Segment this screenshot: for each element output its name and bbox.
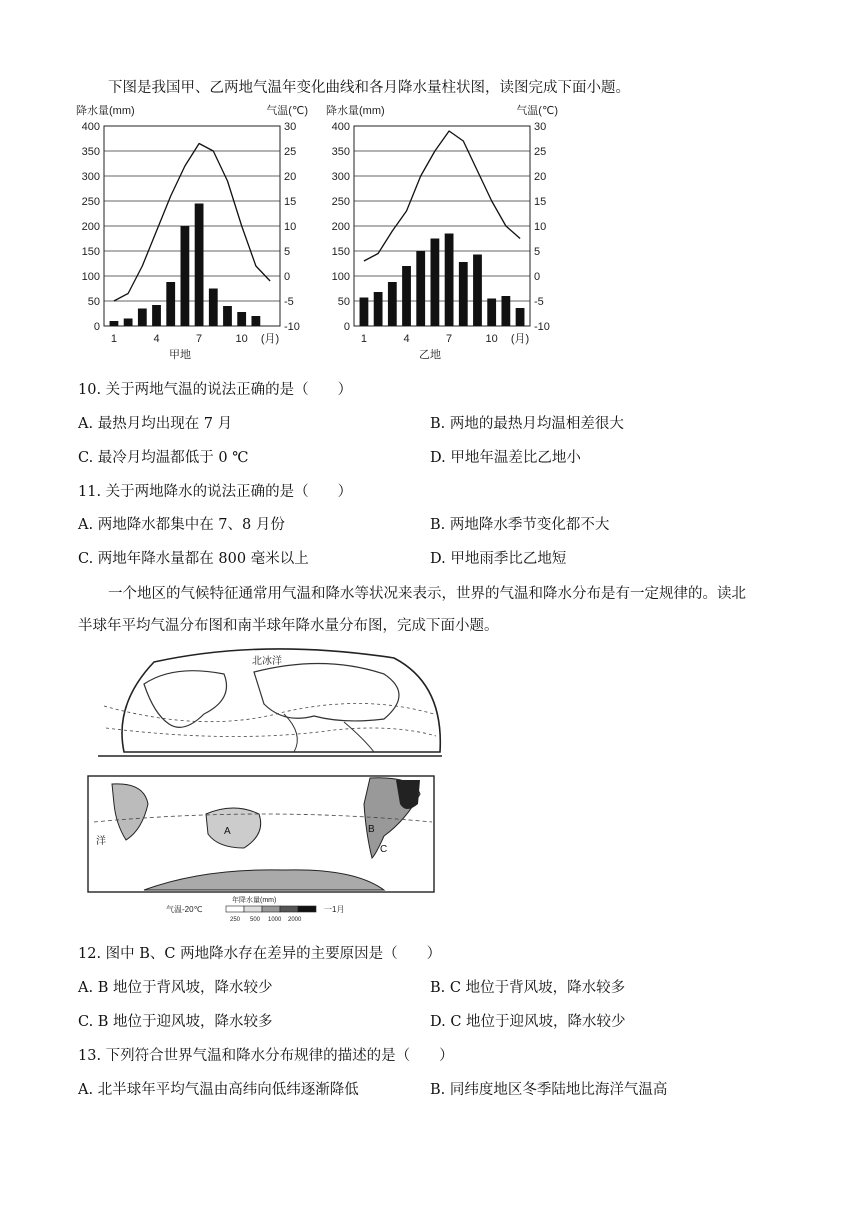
y-tick-left: 400 — [81, 121, 100, 133]
y-tick-right: 0 — [284, 271, 291, 283]
y-tick-left: 400 — [331, 121, 350, 133]
x-tick: 10 — [235, 333, 248, 345]
precip-bar — [459, 262, 468, 326]
y-tick-left: 150 — [81, 246, 100, 258]
q12-option-c[interactable]: C. B 地位于迎风坡，降水较多 — [78, 1014, 273, 1030]
y-tick-right: 15 — [284, 196, 297, 208]
y-axis-label-right: 气温(℃) — [266, 105, 308, 117]
q11-option-c[interactable]: C. 两地年降水量都在 800 毫米以上 — [78, 551, 309, 567]
y-tick-right: 15 — [534, 196, 547, 208]
precip-bar — [195, 204, 204, 327]
precip-bar — [388, 282, 397, 326]
y-tick-left: 300 — [81, 171, 100, 183]
y-tick-left: 50 — [337, 296, 350, 308]
map-label-a: A — [224, 826, 231, 837]
map-label-yang: 洋 — [96, 836, 106, 847]
x-tick: 7 — [446, 333, 453, 345]
precip-bar — [360, 298, 369, 327]
q11-stem: 11. 关于两地降水的说法正确的是（ ） — [78, 484, 353, 500]
y-tick-right: 0 — [534, 271, 541, 283]
y-tick-left: 350 — [81, 146, 100, 158]
q13-option-a[interactable]: A. 北半球年平均气温由高纬向低纬逐渐降低 — [78, 1082, 359, 1098]
x-tick: 4 — [403, 333, 410, 345]
precip-bar — [402, 266, 411, 326]
world-map-figure — [84, 644, 454, 924]
q13-stem: 13. 下列符合世界气温和降水分布规律的描述的是（ ） — [78, 1048, 454, 1064]
x-tick: 7 — [196, 333, 203, 345]
y-tick-left: 200 — [81, 221, 100, 233]
q10-stem: 10. 关于两地气温的说法正确的是（ ） — [78, 382, 353, 398]
precip-bar — [181, 226, 190, 326]
precip-bar — [237, 312, 246, 326]
y-tick-left: 250 — [331, 196, 350, 208]
y-tick-right: 10 — [534, 221, 547, 233]
precip-bar — [445, 234, 454, 327]
x-tick: 10 — [485, 333, 498, 345]
q11-option-a[interactable]: A. 两地降水都集中在 7、8 月份 — [78, 517, 285, 533]
q10-option-b[interactable]: B. 两地的最热月均温相差很大 — [430, 416, 624, 432]
q12-stem: 12. 图中 B、C 两地降水存在差异的主要原因是（ ） — [78, 946, 442, 962]
precip-bar — [487, 299, 496, 327]
legend-value-1: 250 — [230, 917, 241, 923]
y-tick-right: -5 — [534, 296, 544, 308]
chart-jia — [72, 98, 312, 366]
y-tick-right: 30 — [534, 121, 547, 133]
legend-value-2: 500 — [250, 917, 261, 923]
legend-right-label: 一1月 — [324, 905, 345, 914]
y-tick-left: 50 — [87, 296, 100, 308]
q13-option-b[interactable]: B. 同纬度地区冬季陆地比海洋气温高 — [430, 1082, 668, 1098]
y-tick-left: 0 — [343, 321, 350, 333]
y-tick-right: 5 — [534, 246, 541, 258]
map-label-b: B — [368, 824, 375, 835]
x-tick: 1 — [110, 333, 117, 345]
precip-bar — [251, 316, 260, 326]
y-tick-left: 100 — [81, 271, 100, 283]
y-tick-left: 100 — [331, 271, 350, 283]
x-tick-unit: (月) — [510, 333, 530, 345]
y-axis-label-left: 降水量(mm) — [76, 105, 135, 117]
precip-bar — [501, 296, 510, 326]
q11-option-b[interactable]: B. 两地降水季节变化都不大 — [430, 517, 610, 533]
legend-title: 年降水量(mm) — [232, 897, 277, 904]
y-tick-left: 150 — [331, 246, 350, 258]
y-tick-right: 10 — [284, 221, 297, 233]
chart-title: 乙地 — [419, 349, 441, 361]
chart-title: 甲地 — [169, 349, 191, 361]
precip-bar — [473, 255, 482, 327]
y-tick-left: 300 — [331, 171, 350, 183]
y-tick-right: 5 — [284, 246, 291, 258]
q10-option-a[interactable]: A. 最热月均出现在 7 月 — [78, 416, 233, 432]
precip-bar — [431, 239, 440, 327]
y-tick-right: -10 — [534, 321, 550, 333]
y-tick-right: 25 — [534, 146, 547, 158]
y-tick-right: -5 — [284, 296, 294, 308]
precip-bar — [374, 292, 383, 326]
precip-bar — [416, 251, 425, 326]
precip-bar — [152, 305, 161, 326]
q10-option-d[interactable]: D. 甲地年温差比乙地小 — [430, 450, 581, 466]
x-tick: 1 — [360, 333, 367, 345]
q10-option-c[interactable]: C. 最冷月均温都低于 0 ℃ — [78, 450, 249, 466]
y-tick-right: 25 — [284, 146, 297, 158]
q12-option-b[interactable]: B. C 地位于背风坡，降水较多 — [430, 980, 626, 996]
temperature-line — [364, 131, 520, 261]
precip-bar — [209, 289, 218, 327]
precip-bar — [166, 282, 175, 326]
precip-bar — [138, 309, 147, 327]
map-label-arctic: 北冰洋 — [252, 656, 282, 667]
legend-value-3: 1000 — [268, 917, 282, 923]
temperature-line — [114, 144, 270, 302]
precip-bar — [110, 321, 119, 326]
q11-option-d[interactable]: D. 甲地雨季比乙地短 — [430, 551, 567, 567]
y-tick-right: 30 — [284, 121, 297, 133]
y-axis-label-right: 气温(℃) — [516, 105, 558, 117]
x-tick-unit: (月) — [260, 333, 280, 345]
legend-left-label: 气温-20℃ — [166, 905, 203, 914]
chart-yi — [322, 98, 562, 366]
precip-bar — [223, 306, 232, 326]
precip-bar — [516, 308, 525, 326]
precip-bar — [124, 319, 133, 327]
map-label-c: C — [380, 844, 388, 855]
x-tick: 4 — [153, 333, 160, 345]
legend-value-4: 2000 — [288, 917, 302, 923]
y-tick-right: -10 — [284, 321, 300, 333]
y-tick-right: 20 — [284, 171, 297, 183]
intro-text-2a: 一个地区的气候特征通常用气温和降水等状况来表示，世界的气温和降水分布是有一定规律的。读北 — [108, 586, 746, 602]
intro-text-1: 下图是我国甲、乙两地气温年变化曲线和各月降水量柱状图，读图完成下面小题。 — [108, 80, 630, 96]
q12-option-a[interactable]: A. B 地位于背风坡，降水较少 — [78, 980, 273, 996]
y-tick-left: 250 — [81, 196, 100, 208]
y-tick-left: 0 — [93, 321, 100, 333]
q12-option-d[interactable]: D. C 地位于迎风坡，降水较少 — [430, 1014, 626, 1030]
y-tick-right: 20 — [534, 171, 547, 183]
intro-text-2b: 半球年平均气温分布图和南半球年降水量分布图，完成下面小题。 — [78, 618, 499, 634]
y-tick-left: 200 — [331, 221, 350, 233]
y-axis-label-left: 降水量(mm) — [326, 105, 385, 117]
y-tick-left: 350 — [331, 146, 350, 158]
